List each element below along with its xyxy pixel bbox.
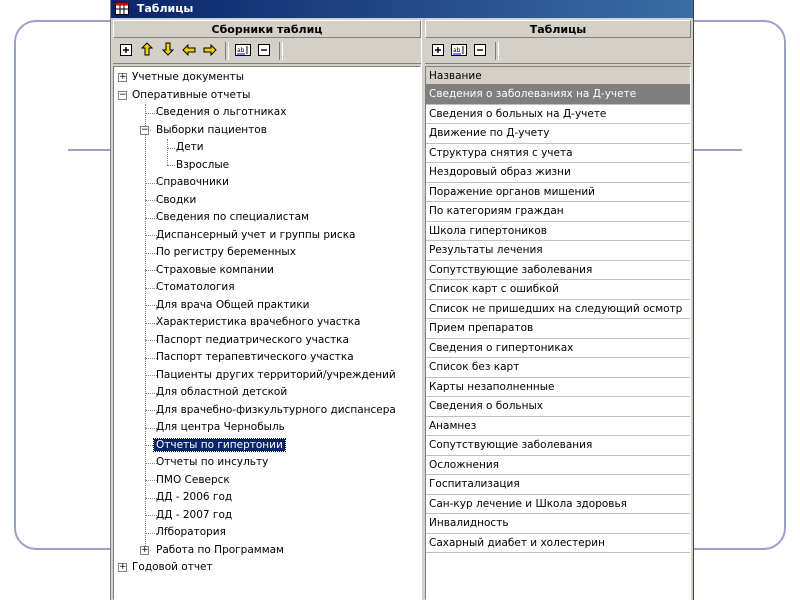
tree-node[interactable] (154, 174, 231, 191)
table-row[interactable]: Сахарный диабет и холестерин (426, 534, 690, 554)
tree-node-label: Работа по Программам (156, 543, 284, 556)
tree-node[interactable] (154, 472, 232, 489)
table-row[interactable]: Сведения о заболеваниях на Д-учете (426, 85, 690, 105)
collections-pane (113, 20, 421, 600)
delete-button[interactable] (254, 42, 273, 60)
tree-node[interactable] (154, 367, 398, 384)
tree-node[interactable] (154, 437, 285, 454)
table-row[interactable]: Структура снятия с учета (426, 144, 690, 164)
tree-node-label: Страховые компании (156, 263, 274, 276)
collections-header: Сборники таблиц (113, 20, 421, 38)
delete-icon (258, 41, 270, 60)
table-row[interactable]: Сведения о больных на Д-учете (426, 105, 690, 125)
table-row[interactable]: Карты незаполненные (426, 378, 690, 398)
tree-node[interactable] (154, 384, 289, 401)
tree-node[interactable] (154, 297, 312, 314)
svg-text:ab: ab (452, 47, 460, 54)
tree-node-label: Диспансерный учет и группы риска (156, 228, 356, 241)
tree-node[interactable] (154, 402, 398, 419)
tree-node[interactable] (154, 542, 286, 559)
tree-connector (145, 104, 146, 550)
tree-node-label: Взрослые (176, 158, 230, 171)
tree-node-label: Справочники (156, 176, 229, 188)
title-bar[interactable] (111, 0, 693, 18)
window-title: Таблицы (136, 2, 194, 15)
tree-node-label: Оперативные отчеты (132, 88, 251, 101)
collapse-icon[interactable]: − (119, 89, 127, 100)
column-header-name[interactable]: Название (426, 67, 690, 85)
tree-node[interactable] (154, 314, 362, 331)
tables-toolbar (425, 38, 691, 64)
tables-list[interactable] (425, 66, 691, 600)
tree-node[interactable] (154, 454, 270, 471)
collections-tree[interactable] (113, 66, 421, 600)
tree-node[interactable] (130, 87, 252, 104)
move-down-button[interactable] (158, 42, 177, 60)
tree-node-label: Лfборатория (156, 526, 226, 538)
tables-header: Таблицы (425, 20, 691, 38)
table-row[interactable]: По категориям граждан (426, 202, 690, 222)
rename-icon (451, 41, 467, 60)
tree-node-label: Сводки (156, 193, 197, 206)
tree-node[interactable] (154, 419, 287, 436)
slide-decor-line (68, 149, 112, 151)
tree-node[interactable] (154, 244, 298, 261)
move-left-icon (182, 41, 196, 60)
tree-node[interactable] (154, 349, 356, 366)
table-row[interactable]: Список карт с ошибкой (426, 280, 690, 300)
table-row[interactable]: Список не пришедших на следующий осмотр (426, 300, 690, 320)
tree-node[interactable] (154, 489, 234, 506)
tree-node-label: Для центра Чернобыль (156, 421, 285, 433)
delete-button[interactable] (470, 42, 489, 60)
tree-node-label: Паспорт педиатрического участка (156, 333, 349, 346)
move-up-button[interactable] (137, 42, 156, 60)
tree-node-label: Дети (176, 141, 204, 153)
move-right-button[interactable] (200, 42, 219, 60)
add-icon (120, 41, 132, 60)
toolbar-separator (495, 42, 499, 60)
tree-node[interactable] (154, 227, 357, 244)
tables-pane (425, 20, 691, 600)
tree-node-label: Сведения о льготниках (156, 106, 287, 118)
tree-node[interactable] (154, 122, 269, 139)
tree-node-label: Характеристика врачебного участка (156, 316, 361, 328)
tree-node-label: Учетные документы (132, 71, 245, 83)
tree-node[interactable] (154, 507, 234, 524)
tree-node-label: Выборки пациентов (156, 123, 267, 136)
rename-icon (235, 41, 251, 60)
rename-button[interactable] (449, 42, 468, 60)
toolbar-separator (225, 42, 229, 60)
tree-node[interactable] (154, 104, 288, 121)
tree-node-label: ПМО Северск (156, 473, 230, 486)
tree-node[interactable] (174, 157, 231, 174)
table-row[interactable]: Сведения о больных (426, 397, 690, 417)
rename-button[interactable] (233, 42, 252, 60)
table-row[interactable]: Сопутствующие заболевания (426, 436, 690, 456)
tree-node[interactable] (154, 209, 311, 226)
add-button[interactable] (428, 42, 447, 60)
move-up-icon (141, 41, 153, 60)
collections-toolbar (113, 38, 421, 64)
tree-node-label: Стоматология (156, 281, 235, 293)
expand-icon[interactable]: + (119, 562, 127, 572)
tree-node-label: Для областной детской (156, 386, 288, 398)
tree-node[interactable] (130, 559, 215, 576)
table-row[interactable]: Результаты лечения (426, 241, 690, 261)
svg-text:ab: ab (236, 47, 244, 54)
tree-node-label: ДД - 2007 год (156, 508, 233, 521)
table-row[interactable]: Сан-кур лечение и Школа здоровья (426, 495, 690, 515)
add-icon (432, 41, 444, 60)
tree-node[interactable] (154, 192, 198, 209)
expand-icon[interactable]: + (141, 544, 149, 555)
move-right-icon (203, 41, 217, 60)
add-button[interactable] (116, 42, 135, 60)
tree-node-label: Для врача Общей практики (156, 298, 310, 311)
table-row[interactable]: Осложнения (426, 456, 690, 476)
table-row[interactable]: Школа гипертоников (426, 222, 690, 242)
table-row[interactable]: Анамнез (426, 417, 690, 437)
tree-node-label: Паспорт терапевтического участка (156, 351, 354, 363)
app-table-icon (115, 2, 129, 21)
tree-node[interactable] (154, 262, 276, 279)
table-row[interactable]: Движение по Д-учету (426, 124, 690, 144)
tree-connector (167, 139, 168, 165)
tree-node[interactable] (154, 524, 228, 541)
tree-node-label: По регистру беременных (156, 246, 296, 258)
tree-node-label: Сведения по специалистам (156, 211, 309, 223)
tree-node-label: Отчеты по инсульту (156, 456, 269, 468)
tree-node-label: Для врачебно-физкультурного диспансера (156, 403, 396, 416)
tree-node-label: ДД - 2006 год (156, 491, 233, 503)
tables-window (110, 0, 694, 600)
toolbar-separator (279, 42, 283, 60)
tree-node[interactable] (174, 139, 206, 156)
move-down-icon (162, 41, 174, 60)
table-row[interactable]: Поражение органов мишений (426, 183, 690, 203)
table-row[interactable]: Госпитализация (426, 475, 690, 495)
table-row[interactable]: Сопутствующие заболевания (426, 261, 690, 281)
table-row[interactable]: Прием препаратов (426, 319, 690, 339)
expand-icon[interactable]: + (119, 72, 127, 82)
table-row[interactable]: Сведения о гипертониках (426, 339, 690, 359)
table-row[interactable]: Нездоровый образ жизни (426, 163, 690, 183)
move-left-button[interactable] (179, 42, 198, 60)
tree-node-label: Пациенты других территорий/учреждений (156, 368, 396, 381)
slide-decor-line (692, 149, 742, 151)
tree-node[interactable] (130, 69, 246, 86)
collapse-icon[interactable]: − (141, 124, 149, 135)
delete-icon (474, 41, 486, 60)
tree-node-label: Годовой отчет (132, 561, 213, 573)
table-row[interactable]: Инвалидность (426, 514, 690, 534)
table-row[interactable]: Список без карт (426, 358, 690, 378)
tree-node[interactable] (154, 279, 237, 296)
tree-node-label: Отчеты по гипертонии (156, 438, 283, 451)
tree-node[interactable] (154, 332, 351, 349)
